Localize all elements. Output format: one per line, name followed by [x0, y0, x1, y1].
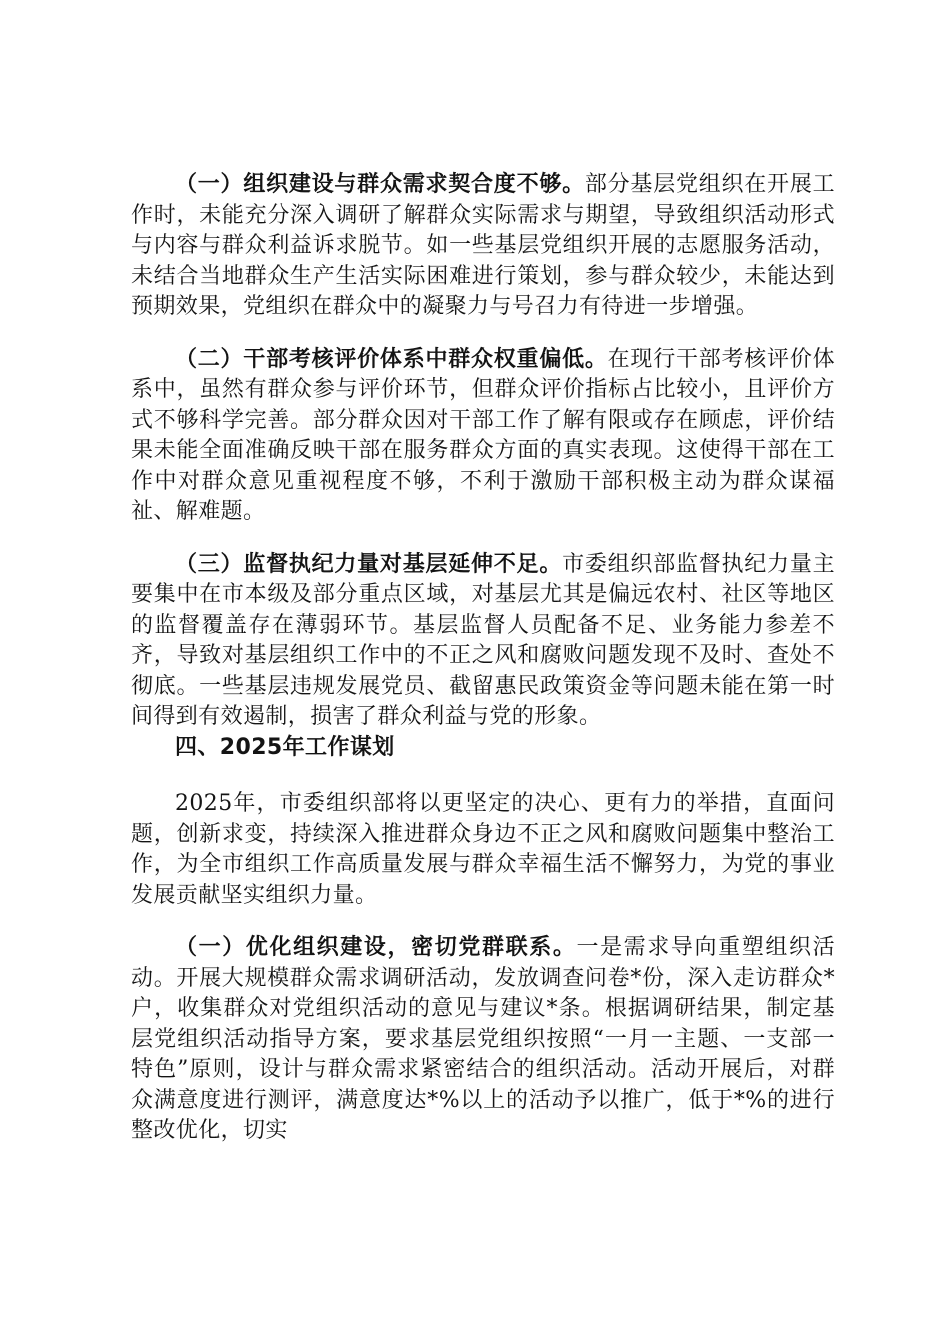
paragraph-lead: （一）优化组织建设，密切党群联系。 — [175, 935, 577, 960]
paragraph-body: 部分基层党组织在开展工作时，未能充分深入调研了解群众实际需求与期望，导致组织活动形式与内容与群众利益诉求脱节。如一些基层党组织开展的志愿服务活动，未结合当地群众生产生活实际困难进行策划，参与群众较少，未能达到预期效果，党组织在群众中的凝聚力与号召力有待进一步增强。 — [131, 172, 836, 319]
paragraph-lead: （一）组织建设与群众需求契合度不够。 — [175, 172, 585, 197]
paragraph-supervision — [131, 550, 835, 733]
paragraph-body: 一是需求导向重塑组织活动。开展大规模群众需求调研活动，发放调查问卷*份，深入走访群众*户，收集群众对党组织活动的意见与建议*条。根据调研结果，制定基层党组织活动指导方案，要求基层党组织按照“一月一主题、一支部一特色”原则，设计与群众需求紧密结合的组织活动。活动开展后，对群众满意度进行测评，满意度达*%以上的活动予以推广，低于*%的进行整改优化，切实 — [131, 935, 835, 1143]
document-page — [131, 170, 835, 1147]
paragraph-organization-building — [131, 170, 835, 323]
paragraph-lead: （二）干部考核评价体系中群众权重偏低。 — [175, 346, 608, 372]
paragraph-lead: （三）监督执纪力量对基层延伸不足。 — [175, 551, 563, 577]
intro-paragraph: 2025年，市委组织部将以更坚定的决心、更有力的举措，直面问题，创新求变，持续深入推进群众身边不正之风和腐败问题集中整治工作，为全市组织工作高质量发展与群众幸福生活不懈努力，为党的事业发展贡献坚实组织力量。 — [131, 791, 835, 908]
paragraph-cadre-evaluation — [131, 345, 835, 528]
paragraph-body: 市委组织部监督执纪力量主要集中在市本级及部分重点区域，对基层尤其是偏远农村、社区等地区的监督覆盖存在薄弱环节。基层监督人员配备不足、业务能力参差不齐，导致对基层组织工作中的不正之风和腐败问题发现不及时、查处不彻底。一些基层违规发展党员、截留惠民政策资金等问题未能在第一时间得到有效遏制，损害了群众利益与党的形象。 — [131, 551, 835, 729]
section-heading: 四、2025年工作谋划 — [175, 734, 395, 760]
paragraph-body: 在现行干部考核评价体系中，虽然有群众参与评价环节，但群众评价指标占比较小，且评价方式不够科学完善。部分群众因对干部工作了解有限或存在顾虑，评价结果未能全面准确反映干部在服务群众方面的真实表现。这使得干部在工作中对群众意见重视程度不够，不利于激励干部积极主动为群众谋福祉、解难题。 — [131, 346, 835, 524]
paragraph-plan-organization — [131, 933, 835, 1147]
